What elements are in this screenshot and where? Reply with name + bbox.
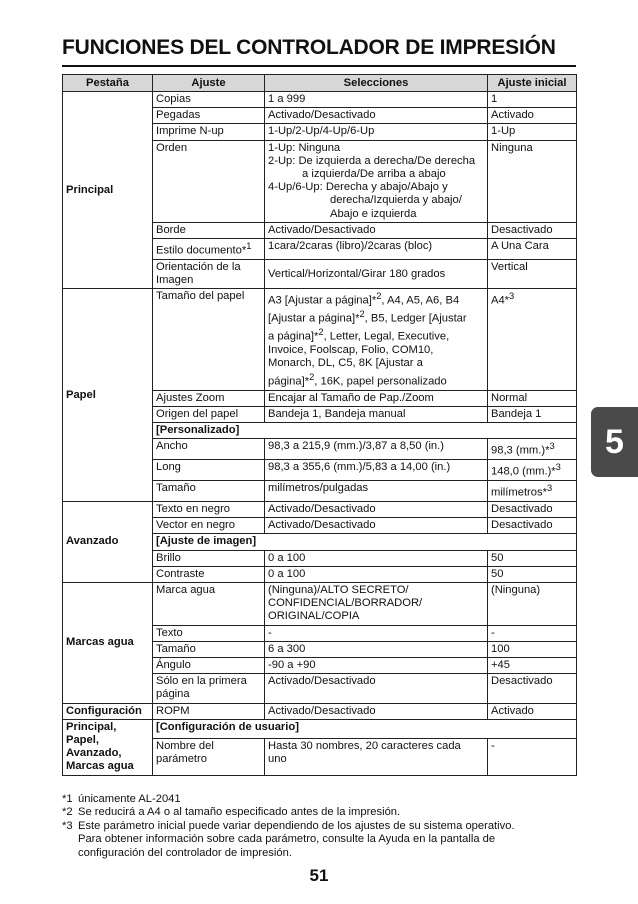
cell-selection — [265, 140, 488, 222]
cell-setting: Texto — [153, 625, 265, 641]
group-principal: Principal — [63, 92, 153, 289]
cell-selection: - — [265, 625, 488, 641]
text: , 16K, papel personalizado — [314, 375, 447, 388]
table-row — [63, 719, 577, 738]
table-header-row — [63, 75, 577, 92]
page-title: FUNCIONES DEL CONTROLADOR DE IMPRESIÓN — [62, 36, 556, 59]
cell-selection: Activado/Desactivado — [265, 703, 488, 719]
cell-setting: Long — [153, 460, 265, 481]
cell-initial: 100 — [488, 641, 577, 657]
group-configuracion: Configuración — [63, 703, 153, 719]
footnote-mark: *3 — [62, 819, 73, 832]
text: a página]* — [268, 330, 319, 343]
page-number: 51 — [309, 866, 329, 885]
table-row — [63, 703, 577, 719]
driver-functions-table — [62, 74, 577, 776]
header-pestana: Pestaña — [63, 75, 153, 92]
cell-setting — [153, 674, 265, 703]
text-line — [268, 326, 484, 344]
cell-initial: Bandeja 1 — [488, 406, 577, 422]
footnote-ref: 3 — [509, 291, 515, 302]
cell-selection: 1 a 999 — [265, 92, 488, 108]
text-line: a izquierda/De arriba a abajo — [302, 168, 446, 181]
footnote-ref: 3 — [549, 441, 555, 452]
text-line: ORIGINAL/COPIA — [268, 610, 360, 623]
cell-initial — [488, 481, 577, 502]
cell-initial: 1 — [488, 92, 577, 108]
cell-setting: Texto en negro — [153, 501, 265, 517]
cell-initial: Vertical — [488, 259, 577, 288]
cell-setting: Ángulo — [153, 657, 265, 673]
header-ajuste-inicial: Ajuste inicial — [488, 75, 577, 92]
cell-setting: Orden — [153, 140, 265, 222]
footnote-ref: 3 — [546, 483, 553, 494]
text-line: Imagen — [156, 274, 194, 287]
text-line: Hasta 30 nombres, 20 caracteres cada — [268, 739, 461, 752]
cell-selection — [265, 582, 488, 625]
text-line: Marcas agua — [66, 760, 134, 773]
cell-initial: 50 — [488, 550, 577, 566]
text: Estilo documento* — [156, 244, 247, 257]
footnote-ref: 2 — [359, 309, 365, 320]
cell-setting: Tamaño del papel — [153, 289, 265, 390]
chapter-tab: 5 — [591, 407, 638, 477]
group-papel: Papel — [63, 289, 153, 502]
cell-selection: Activado/Desactivado — [265, 108, 488, 124]
footnote-text: Se reducirá a A4 o al tamaño especificado antes de la impresión. — [78, 806, 401, 819]
cell-setting: Ancho — [153, 439, 265, 460]
cell-setting: Borde — [153, 222, 265, 238]
footnote-ref: 2 — [309, 371, 315, 382]
cell-initial — [488, 439, 577, 460]
text: [Ajustar a página]* — [268, 313, 360, 326]
text: A4* — [491, 295, 510, 308]
subsection-personalizado: [Personalizado] — [153, 422, 577, 438]
cell-selection: 1cara/2caras (libro)/2caras (bloc) — [265, 239, 488, 260]
cell-initial: Desactivado — [488, 674, 577, 703]
cell-setting — [153, 738, 265, 775]
header-ajuste: Ajuste — [153, 75, 265, 92]
cell-selection: Activado/Desactivado — [265, 518, 488, 534]
cell-selection: Bandeja 1, Bandeja manual — [265, 406, 488, 422]
cell-setting — [153, 239, 265, 260]
text: 98,3 (mm.)* — [491, 444, 550, 457]
text-line: parámetro — [156, 752, 207, 765]
cell-setting: Imprime N-up — [153, 124, 265, 140]
text-line — [268, 371, 484, 389]
text: 148,0 (mm.)* — [491, 465, 556, 478]
text: milímetros* — [491, 486, 547, 499]
cell-setting: Copias — [153, 92, 265, 108]
cell-setting: ROPM — [153, 703, 265, 719]
footnotes — [62, 793, 582, 860]
cell-setting: Brillo — [153, 550, 265, 566]
table-row — [63, 92, 577, 108]
table-row — [63, 289, 577, 390]
table-row — [63, 582, 577, 625]
footnote-3 — [62, 820, 582, 860]
text-line: (Ninguna)/ALTO SECRETO/ — [268, 583, 409, 596]
cell-selection: Activado/Desactivado — [265, 674, 488, 703]
cell-selection: milímetros/pulgadas — [265, 481, 488, 502]
footnote-text: configuración del controlador de impresión. — [78, 846, 292, 859]
text-line: 2-Up: De izquierda a derecha/De derecha — [268, 154, 476, 167]
cell-setting: Tamaño — [153, 641, 265, 657]
cell-setting: Marca agua — [153, 582, 265, 625]
text-line: Avanzado, — [66, 747, 122, 760]
cell-initial: Activado — [488, 703, 577, 719]
text: , Letter, Legal, Executive, — [323, 330, 450, 343]
cell-initial — [488, 460, 577, 481]
cell-setting: Pegadas — [153, 108, 265, 124]
cell-selection: 0 a 100 — [265, 566, 488, 582]
cell-initial: A Una Cara — [488, 239, 577, 260]
cell-selection: Activado/Desactivado — [265, 222, 488, 238]
cell-selection: 98,3 a 355,6 (mm.)/5,83 a 14,00 (in.) — [265, 460, 488, 481]
text-line: derecha/Izquierda y abajo/ — [330, 194, 462, 207]
cell-initial: - — [488, 738, 577, 775]
cell-selection — [265, 289, 488, 390]
cell-initial: Desactivado — [488, 222, 577, 238]
cell-initial: Activado — [488, 108, 577, 124]
text-line: Orientación de la — [156, 260, 241, 273]
text: página]* — [268, 375, 310, 388]
text-line: página — [156, 688, 190, 701]
text-line: Abajo e izquierda — [330, 207, 417, 220]
cell-initial: 50 — [488, 566, 577, 582]
cell-setting: Ajustes Zoom — [153, 390, 265, 406]
title-rule — [62, 65, 576, 67]
text-line: 1-Up: Ninguna — [268, 141, 341, 154]
cell-initial: Ninguna — [488, 140, 577, 222]
group-marcas-agua: Marcas agua — [63, 582, 153, 703]
cell-selection: Encajar al Tamaño de Pap./Zoom — [265, 390, 488, 406]
header-selecciones: Selecciones — [265, 75, 488, 92]
cell-selection: 98,3 a 215,9 (mm.)/3,87 a 8,50 (in.) — [265, 439, 488, 460]
footnote-text: Este parámetro inicial puede variar dependiendo de los ajustes de su sistema operativo. — [78, 819, 515, 832]
footnote-1 — [62, 793, 582, 806]
text-line — [268, 290, 484, 308]
footnote-ref: 1 — [246, 241, 252, 252]
cell-initial: Desactivado — [488, 501, 577, 517]
group-multi — [63, 719, 153, 775]
cell-setting: Tamaño — [153, 481, 265, 502]
text-line: Nombre del — [156, 739, 214, 752]
footnote-ref: 3 — [555, 462, 561, 473]
footnote-mark: *1 — [62, 793, 73, 805]
cell-selection — [265, 738, 488, 775]
text-line — [268, 308, 484, 326]
cell-selection: Activado/Desactivado — [265, 501, 488, 517]
cell-initial: +45 — [488, 657, 577, 673]
cell-selection: 0 a 100 — [265, 550, 488, 566]
text: , B5, Ledger [Ajustar — [364, 313, 467, 326]
footnote-ref: 2 — [376, 291, 382, 302]
subsection-ajuste-imagen: [Ajuste de imagen] — [153, 534, 577, 550]
cell-setting: Contraste — [153, 566, 265, 582]
table-row — [63, 501, 577, 517]
text-line: Monarch, DL, C5, 8K [Ajustar a — [268, 357, 423, 370]
footnote-2 — [62, 806, 582, 819]
text: , A4, A5, A6, B4 — [381, 295, 460, 308]
text-line: CONFIDENCIAL/BORRADOR/ — [268, 597, 423, 610]
text-line: Papel, — [66, 734, 99, 746]
text-line: Principal, — [66, 720, 117, 733]
cell-selection: 6 a 300 — [265, 641, 488, 657]
footnote-mark: *2 — [62, 806, 73, 819]
footnote-ref: 2 — [318, 327, 324, 338]
footnote-text: únicamente AL-2041 — [78, 793, 181, 805]
cell-selection: -90 a +90 — [265, 657, 488, 673]
text-line: 4-Up/6-Up: Derecha y abajo/Abajo y — [268, 181, 448, 194]
text: A3 [Ajustar a página]* — [268, 295, 377, 308]
cell-initial: Desactivado — [488, 518, 577, 534]
cell-setting: Vector en negro — [153, 518, 265, 534]
cell-initial: - — [488, 625, 577, 641]
cell-initial: (Ninguna) — [488, 582, 577, 625]
cell-selection: Vertical/Horizontal/Girar 180 grados — [265, 259, 488, 288]
cell-selection: 1-Up/2-Up/4-Up/6-Up — [265, 124, 488, 140]
subsection-config-usuario: [Configuración de usuario] — [153, 719, 577, 738]
cell-initial: Normal — [488, 390, 577, 406]
text-line: Sólo en la primera — [156, 675, 247, 688]
cell-initial: 1-Up — [488, 124, 577, 140]
text-line: uno — [268, 752, 287, 765]
cell-setting — [153, 259, 265, 288]
cell-setting: Origen del papel — [153, 406, 265, 422]
text-line: Invoice, Foolscap, Folio, COM10, — [268, 344, 434, 357]
footnote-text: Para obtener información sobre cada parámetro, consulte la Ayuda en la pantalla de — [78, 833, 496, 846]
cell-initial — [488, 289, 577, 390]
group-avanzado: Avanzado — [63, 501, 153, 582]
